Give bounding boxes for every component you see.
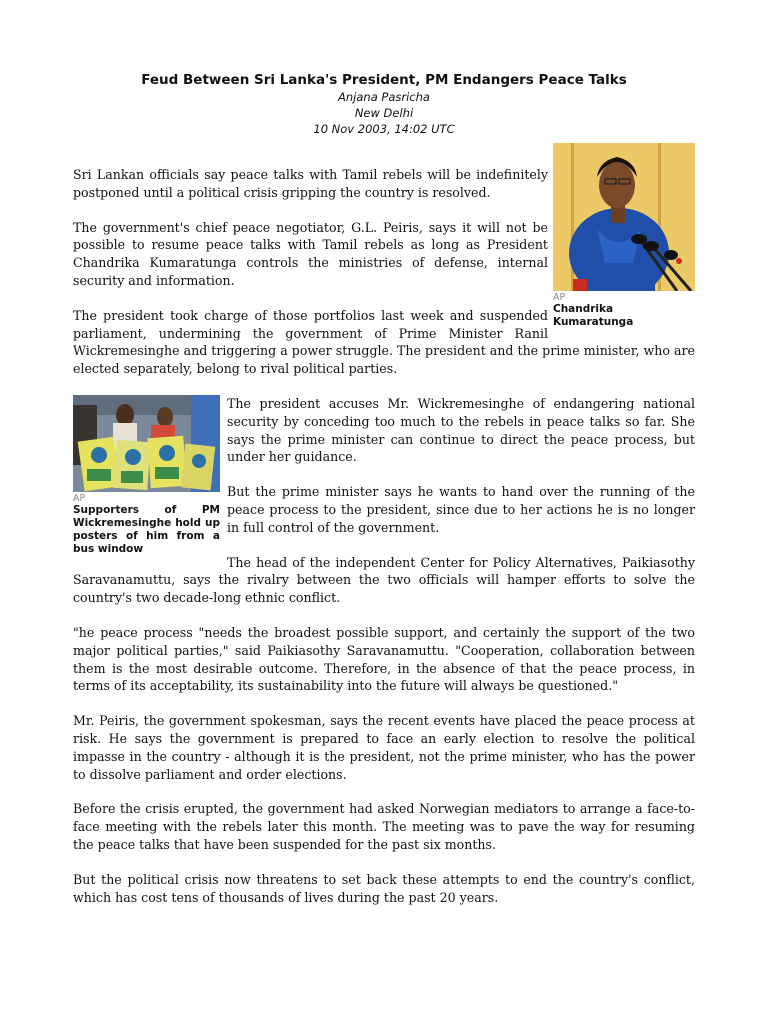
paragraph: The president took charge of those portfolios last week and suspended parliament, undermining the government of Prime Minister Ranil Wickremesinghe and triggering a power struggle. The president and the prime minister, who are elected separately, belong to rival political parties.	[73, 307, 695, 377]
figure-supporters	[73, 395, 220, 556]
paragraph: The president accuses Mr. Wickremesinghe of endangering national security by conceding too much to the rebels in peace talks so far. She says the prime minister can continue to direct the peace process, but under her guidance.	[227, 395, 695, 465]
paragraph: Before the crisis erupted, the government had asked Norwegian mediators to arrange a face-to-face meeting with the rebels later this month. The meeting was to pave the way for resuming the peace talks that have been suspended for the past six months.	[73, 801, 695, 852]
photo-credit: AP	[553, 292, 566, 303]
figure-kumaratunga	[553, 143, 695, 329]
paragraph: The government's chief peace negotiator, G.L. Peiris, says it will not be possible to resume peace talks with Tamil rebels as long as President Chandrika Kumaratunga controls the ministries of defense, internal security and information.	[73, 219, 548, 288]
photo-caption: Chandrika Kumaratunga	[553, 303, 634, 328]
article-header	[0, 72, 768, 137]
photo-caption: Supporters of PM Wickremesinghe hold up posters of him from a bus window	[73, 503, 220, 555]
article-body	[73, 166, 695, 923]
paragraph: The head of the independent Center for Policy Alternatives, Paikiasothy Saravanamuttu, says the rivalry between the two officials will hamper efforts to solve the country's two decade-long ethnic conflict.	[73, 554, 695, 606]
article-location: New Delhi	[354, 106, 414, 120]
paragraph: Mr. Peiris, the government spokesman, says the recent events have placed the peace process at risk. He says the government is prepared to face an early election to resolve the political impasse in the country - although it is the president, not the prime minister, who has the power to dissolve parliament and order elections.	[73, 713, 695, 782]
supporters-photo	[73, 395, 220, 492]
article-author: Anjana Pasricha	[338, 90, 430, 104]
paragraph: "he peace process "needs the broadest possible support, and certainly the support of the two major political parties," said Paikiasothy Saravanamuttu. "Cooperation, collaboration between them is the most desirable outcome. Therefore, in the absence of that the peace process, in terms of its acceptability, its sustainability into the future will always be questioned."	[73, 624, 695, 694]
article-date: 10 Nov 2003, 14:02 UTC	[313, 122, 455, 136]
paragraph: Sri Lankan officials say peace talks with Tamil rebels will be indefinitely postponed until a political crisis gripping the country is resolved.	[73, 167, 548, 200]
kumaratunga-photo	[553, 143, 695, 291]
photo-credit: AP	[73, 492, 86, 504]
article-title: Feud Between Sri Lanka's President, PM Endangers Peace Talks	[141, 72, 627, 88]
paragraph: But the prime minister says he wants to hand over the running of the peace process to the president, since due to her actions he is no longer in full control of the government.	[227, 484, 695, 535]
paragraph: But the political crisis now threatens to set back these attempts to end the country's conflict, which has cost tens of thousands of lives during the past 20 years.	[73, 871, 695, 905]
